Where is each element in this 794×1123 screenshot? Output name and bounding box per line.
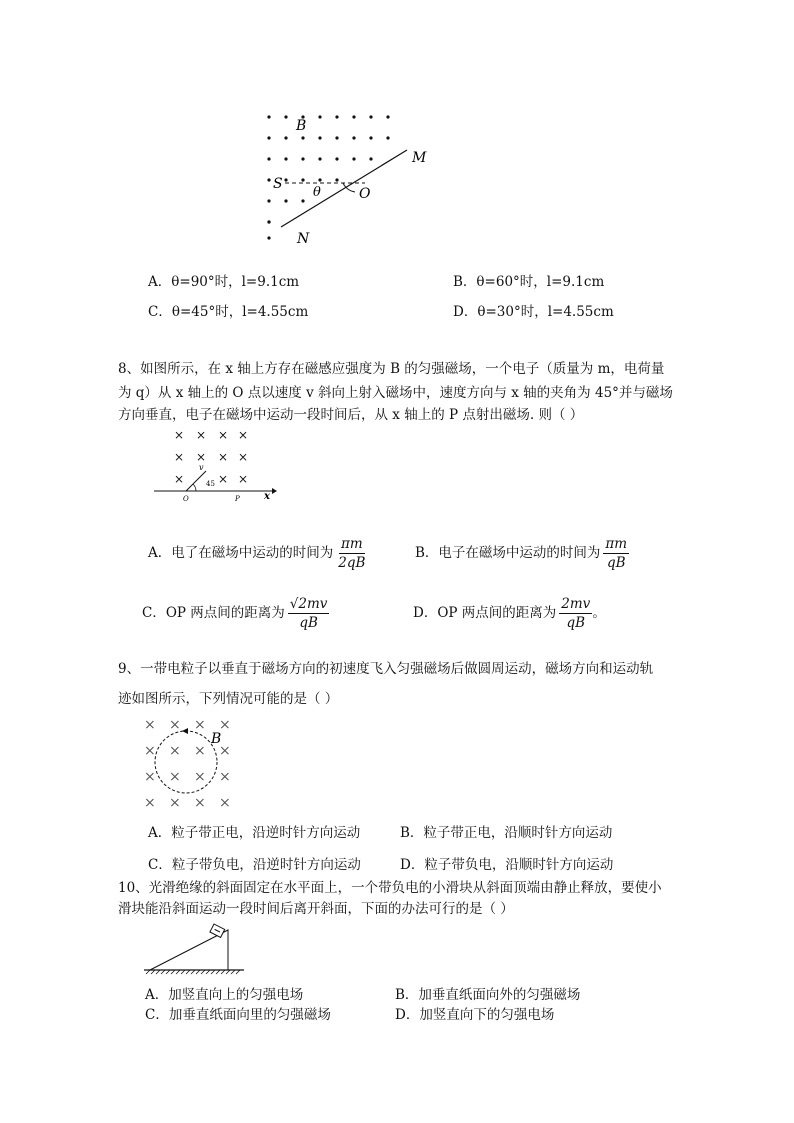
field-cross: × <box>194 769 206 785</box>
field-cross: × <box>174 450 185 464</box>
field-dot <box>301 157 304 160</box>
field-cross: × <box>194 743 206 759</box>
field-cross: × <box>238 472 249 486</box>
q7-option-c[interactable]: C．θ=45°时，l=4.55cm <box>148 304 309 320</box>
q8-stem-line-1: 8、如图所示，在 x 轴上方存在磁感应强度为 B 的匀强磁场，一个电子（质量为 m，电荷量 <box>118 361 665 377</box>
field-cross: × <box>169 769 181 785</box>
field-dot <box>369 136 372 139</box>
field-cross: × <box>196 450 207 464</box>
field-cross: × <box>219 795 231 811</box>
q10-option-b[interactable]: B．加垂直纸面向外的匀强磁场 <box>395 987 581 1003</box>
q8-option-d-fraction: $\frac{2mv}{qB}$ <box>561 596 591 631</box>
field-cross: × <box>238 428 249 442</box>
q9-option-c[interactable]: C．粒子带负电，沿逆时针方向运动 <box>148 857 361 873</box>
q7-label-theta: θ <box>313 185 321 200</box>
q10-option-a[interactable]: A．加竖直向上的匀强电场 <box>145 987 304 1003</box>
q8-angle-arc <box>193 484 196 491</box>
field-cross: × <box>144 795 156 811</box>
q9-option-b[interactable]: B．粒子带正电，沿顺时针方向运动 <box>400 825 613 841</box>
field-cross: × <box>218 472 229 486</box>
field-dot <box>267 115 270 118</box>
q8-option-d-text: D．OP 两点间的距离为 <box>413 605 557 621</box>
field-dot <box>267 236 270 239</box>
field-dot <box>318 178 321 181</box>
q7-option-d[interactable]: D．θ=30°时，l=4.55cm <box>453 304 614 320</box>
q7-figure <box>255 105 435 250</box>
field-cross: × <box>169 743 181 759</box>
q9-option-d[interactable]: D．粒子带负电，沿顺时针方向运动 <box>400 857 614 873</box>
q10-option-c[interactable]: C．加垂直纸面向里的匀强磁场 <box>145 1007 331 1023</box>
q7-option-b[interactable]: B．θ=60°时，l=9.1cm <box>453 274 605 290</box>
q8-option-a-text: A．电了在磁场中运动的时间为 <box>148 545 334 561</box>
field-dot <box>267 178 270 181</box>
field-cross: × <box>219 743 231 759</box>
field-dot <box>352 136 355 139</box>
field-dot <box>267 220 270 223</box>
q10-slider-block <box>210 924 225 937</box>
field-dot <box>301 178 304 181</box>
q10-figure <box>140 918 250 980</box>
q8-velocity-line <box>186 471 206 491</box>
field-cross: × <box>218 428 229 442</box>
field-cross: × <box>194 795 206 811</box>
q9-figure <box>138 713 248 813</box>
field-dot <box>352 115 355 118</box>
field-cross: × <box>174 472 185 486</box>
q7-option-a[interactable]: A．θ=90°时，l=9.1cm <box>148 274 300 290</box>
q8-stem-line-3: 方向垂直，电子在磁场中运动一段时间后，从 x 轴上的 P 点射出磁场. 则（ ） <box>118 407 584 423</box>
field-dot <box>284 157 287 160</box>
q8-option-b-text: B．电子在磁场中运动的时间为 <box>415 545 601 561</box>
field-cross: × <box>219 769 231 785</box>
q8-field-crosses <box>174 428 248 486</box>
q8-option-d-tail: 。 <box>592 605 606 621</box>
field-dot <box>267 136 270 139</box>
field-dot <box>386 136 389 139</box>
field-cross: × <box>196 428 207 442</box>
field-dot <box>335 115 338 118</box>
field-dot <box>335 136 338 139</box>
q8-label-v: v <box>199 463 204 472</box>
field-dot <box>284 115 287 118</box>
q7-label-b: B <box>296 118 307 134</box>
q10-stem-line-2: 滑块能沿斜面运动一段时间后离开斜面，下面的办法可行的是（ ） <box>118 901 514 917</box>
q9-label-b: B <box>211 731 222 747</box>
q8-option-d[interactable] <box>413 596 606 631</box>
field-cross: × <box>144 769 156 785</box>
field-dot <box>369 157 372 160</box>
q8-option-c-text: C．OP 两点间的距离为 <box>142 605 285 621</box>
q7-line-mn <box>281 150 407 227</box>
q8-label-p: P <box>235 495 240 503</box>
q8-stem-line-2: 为 q）从 x 轴上的 O 点以速度 v 斜向上射入磁场中，速度方向与 x 轴的夹角为 45°并与磁场 <box>118 385 673 401</box>
field-dot <box>318 157 321 160</box>
field-dot <box>318 136 321 139</box>
q9-trajectory-circle <box>155 731 217 793</box>
q8-label-x: x <box>264 491 270 502</box>
field-cross: × <box>144 717 156 733</box>
field-dot <box>284 199 287 202</box>
q10-incline <box>150 930 228 970</box>
field-dot <box>284 136 287 139</box>
q7-label-m: M <box>412 150 427 166</box>
field-cross: × <box>174 428 185 442</box>
q9-stem-line-2: 迹如图所示，下列情况可能的是（ ） <box>118 691 339 707</box>
field-dot <box>352 157 355 160</box>
field-dot <box>318 115 321 118</box>
q8-option-a-fraction: $\frac{\pi m}{2qB}$ <box>338 536 366 571</box>
q7-field-dots <box>267 115 389 239</box>
q8-option-a[interactable] <box>148 536 367 571</box>
field-cross: × <box>219 717 231 733</box>
q10-option-d[interactable]: D．加竖直向下的匀强电场 <box>395 1007 555 1023</box>
q7-label-s: S <box>273 176 283 192</box>
field-dot <box>267 157 270 160</box>
q8-label-o: O <box>183 495 189 503</box>
field-dot <box>386 115 389 118</box>
q8-figure <box>150 425 280 505</box>
field-dot <box>335 178 338 181</box>
field-dot <box>369 115 372 118</box>
q9-stem-line-1: 9、一带电粒子以垂直于磁场方向的初速度飞入匀强磁场后做圆周运动，磁场方向和运动轨 <box>118 661 654 677</box>
field-dot <box>301 136 304 139</box>
field-cross: × <box>169 717 181 733</box>
q8-label-angle: 45 <box>206 480 215 488</box>
q7-label-n: N <box>297 231 310 247</box>
field-dot <box>267 199 270 202</box>
field-dot <box>301 199 304 202</box>
field-cross: × <box>238 450 249 464</box>
field-cross: × <box>169 795 181 811</box>
q8-option-c[interactable] <box>142 596 329 631</box>
q9-option-a[interactable]: A．粒子带正电，沿逆时针方向运动 <box>148 825 361 841</box>
field-cross: × <box>218 450 229 464</box>
q8-option-c-fraction: $\frac{√2mv}{qB}$ <box>289 596 328 631</box>
field-cross: × <box>194 717 206 733</box>
q8-x-arrow <box>272 488 277 494</box>
q9-direction-arrow <box>182 728 188 734</box>
q7-label-o: O <box>359 186 371 202</box>
q10-stem-line-1: 10、光滑绝缘的斜面固定在水平面上，一个带负电的小滑块从斜面顶端由静止释放，要使小 <box>118 880 662 896</box>
q8-option-b-fraction: $\frac{\pi m}{qB}$ <box>605 536 628 571</box>
field-dot <box>284 178 287 181</box>
q8-option-b[interactable] <box>415 536 629 571</box>
field-cross: × <box>144 743 156 759</box>
field-dot <box>335 157 338 160</box>
